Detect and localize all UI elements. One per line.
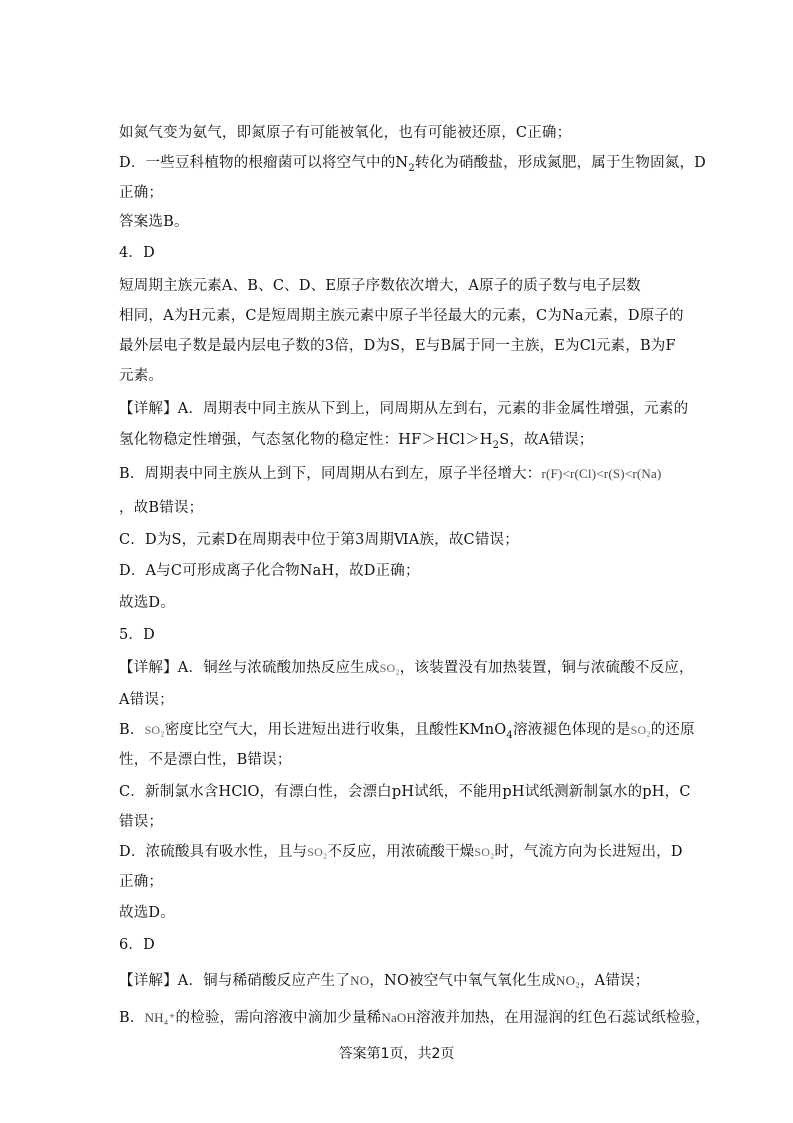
formula-image: SO₂ [630,723,651,737]
text-line: 答案选B。 [119,214,189,230]
text-line: 最外层电子数是最内层电子数的3倍，D为S，E与B属于同一主族，E为Cl元素，B为F [119,338,676,354]
text-line: 元素。 [119,368,164,384]
text-line: 错误； [119,814,164,830]
text-line: 【详解】A．铜丝与浓硫酸加热反应生成SO₂，该装置没有加热装置，铜与浓硫酸不反应， [119,660,694,676]
text-line: D．一些豆科植物的根瘤菌可以将空气中的$N_2$转化为硝酸盐，形成氮肥，属于生物固氮，D [119,155,706,174]
text-line: 5．D [119,627,155,643]
text-line: C．D为S，元素D在周期表中位于第3周期ⅥA族，故C错误； [119,532,519,548]
text-line: 相同，A为H元素，C是短周期主族元素中原子半径最大的元素，C为Na元素，D原子的 [119,308,684,324]
text-line: C．新制氯水含HClO，有漂白性，会漂白pH试纸，不能用pH试纸测新制氯水的pH，C [119,784,691,800]
formula-image: NH₄⁺ [144,1010,176,1025]
text-line: 性，不是漂白性，B错误； [119,752,292,768]
text-line: D．浓硫酸具有吸水性，且与SO₂不反应，用浓硫酸干燥SO₂时，气流方向为长进短出，D [119,844,683,860]
text-line: B．周期表中同主族从上到下，同周期从右到左，原子半径增大：r(F)<r(Cl)<r(S)<r(Na) [119,466,662,482]
text-line: 6．D [119,937,155,953]
text-line: 【详解】A．铜与稀硝酸反应产生了NO，NO被空气中氧气氧化生成NO₂，A错误； [119,973,650,989]
formula-image: SO₂ [474,845,495,859]
formula-image: SO₂ [307,845,328,859]
text-line: 4．D [119,245,155,261]
text-line: 正确； [119,874,164,890]
formula-image: SO₂ [379,661,400,675]
text-line: 正确； [119,185,164,201]
formula-image: r(F)<r(Cl)<r(S)<r(Na) [541,466,662,481]
text-line: 故选D。 [119,595,175,611]
text-line: 故选D。 [119,905,175,921]
text-line: ，故B错误； [119,500,204,516]
text-line: 如氮气变为氨气，即氮原子有可能被氧化，也有可能被还原，C正确； [119,125,572,141]
formula-image: NO [350,973,370,988]
text-line: D．A与C可形成离子化合物NaH，故D正确； [119,563,420,579]
formula-image: NO₂ [556,973,580,988]
text-line: 【详解】A．周期表中同主族从下到上，同周期从左到右，元素的非金属性增强，元素的 [119,401,689,417]
text-line: 短周期主族元素A、B、C、D、E原子序数依次增大，A原子的质子数与电子层数 [119,278,641,294]
text-line: A错误； [119,692,174,708]
formula-image: SO₂ [144,723,165,737]
text-line: B．NH₄⁺的检验，需向溶液中滴加少量稀NaOH溶液并加热，在用湿润的红色石蕊试纸检验， [119,1010,711,1026]
page-footer: 答案第1页，共2页 [338,1046,455,1062]
formula-image: NaOH [381,1010,417,1025]
text-line: 氢化物稳定性增强，气态氢化物的稳定性：$HF>HCl>H_2S$，故A错误； [119,432,594,451]
text-line: B．SO₂密度比空气大，用长进短出进行收集，且酸性KMnO$_4$溶液褪色体现的是SO₂的还原 [119,722,695,741]
